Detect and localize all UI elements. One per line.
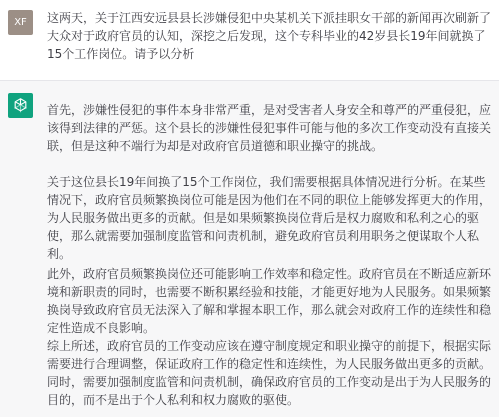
- user-message-row: [0, 0, 499, 81]
- assistant-paragraph: 关于这位县长19年间换了15个工作岗位，我们需要根据具体情况进行分析。在某些情况下，政府官员频繁换岗位可能是因为他们在不同的职位上能够发挥更大的作用，为人民服务做出更多的贡献。但是如果频繁换岗位背后是权力腐败和私利之心的驱使，那么就需要加强制度监管和问责机制，避免政府官员利用职务之便谋取个人私利。: [47, 175, 492, 261]
- assistant-message-row: [0, 81, 499, 417]
- assistant-avatar: [8, 93, 33, 118]
- user-avatar: XF: [8, 10, 33, 35]
- assistant-paragraph: 综上所述，政府官员的工作变动应该在遵守制度规定和职业操守的前提下，根据实际需要进行合理调整，保证政府工作的稳定性和连续性，为人民服务做出更多的贡献。同时，需要加强制度监管和问责机制，确保政府官员的工作变动是出于为人民服务的目的，而不是出于个人私利和权力腐败的驱使。: [47, 339, 492, 407]
- assistant-paragraph: 此外，政府官员频繁换岗位还可能影响工作效率和稳定性。政府官员在不断适应新环境和新职责的同时，也需要不断积累经验和技能，才能更好地为人民服务。如果频繁换岗导致政府官员无法深入了解和掌握本职工作，那么就会对政府工作的连续性和稳定性造成不良影响。: [47, 267, 492, 335]
- openai-logo-icon: [12, 97, 29, 114]
- assistant-paragraph: 首先，涉嫌性侵犯的事件本身非常严重，是对受害者人身安全和尊严的严重侵犯，应该得到法律的严惩。这个县长的涉嫌性侵犯事件可能与他的多次工作变动没有直接关联，但是这种不端行为却是对政府官员道德和职业操守的挑战。: [47, 103, 492, 153]
- user-message-text: 这两天，关于江西安远县县长涉嫌侵犯中央某机关下派挂职女干部的新闻再次刷新了大众对于政府官员的认知，深挖之后发现，这个专科毕业的42岁县长19年间就换了15个工作岗位。请予以分析: [47, 11, 492, 61]
